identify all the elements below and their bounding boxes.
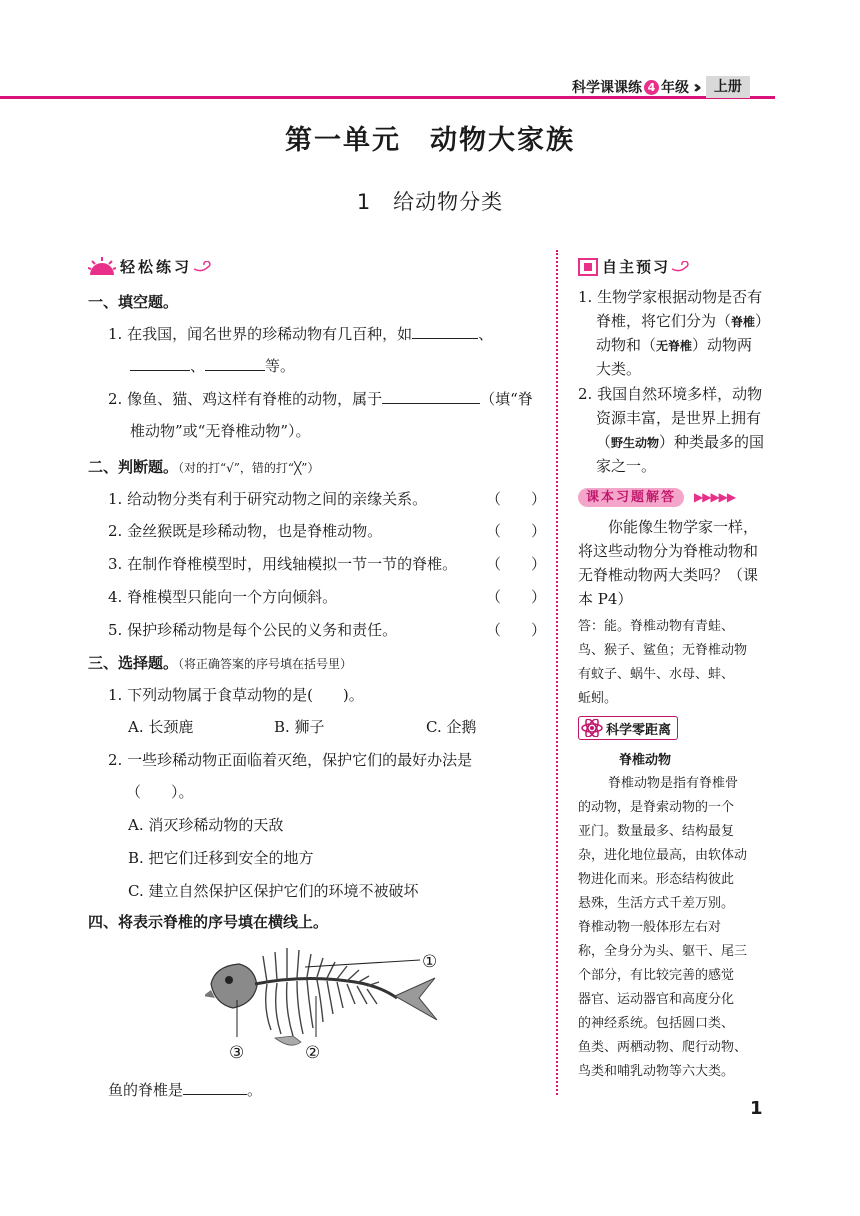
textbook-line-2: 将这些动物分为脊椎动物和 [578, 542, 759, 560]
q1-item2-hint: （填“脊 [480, 390, 533, 408]
book-name: 科学课课练 [572, 80, 642, 96]
answer-blank[interactable] [130, 356, 190, 371]
grade-label: 年级 [661, 80, 689, 96]
q1-item1-sep: 、 [478, 325, 494, 343]
q3-item2-option-a[interactable]: A. 消灭珍稀动物的天敌 [128, 816, 284, 834]
q2-note: （对的打“√”，错的打“╳”） [178, 461, 320, 475]
grade-number: 4 [644, 80, 659, 95]
practice-section-header [88, 256, 214, 277]
preview-text: ） [755, 312, 771, 330]
chevron-right-icon: ›› [693, 76, 696, 98]
q3-item1-option-b[interactable]: B. 狮子 [274, 718, 325, 736]
science-line-6: 悬殊，生活方式千差万别。 [578, 896, 735, 911]
answer-blank[interactable] [412, 324, 478, 339]
q1-item1-sep2: 、 [190, 357, 206, 375]
science-line-5: 物进化而来。形态结构彼此 [578, 872, 735, 887]
textbook-badge: 课本习题解答 [578, 488, 684, 507]
science-line-8: 称，全身分为头、躯干、尾三 [578, 944, 748, 959]
science-title: 科学零距离 [606, 722, 672, 738]
preview-text: 动物和（ [596, 336, 657, 354]
q1-item2 [108, 388, 533, 409]
answer-paren[interactable]: （ ） [486, 555, 547, 573]
answer-line-1: 答：能。脊椎动物有青蛙、 [578, 619, 735, 634]
q3-item1-option-a[interactable]: A. 长颈鹿 [128, 718, 194, 736]
preview-line-6: 资源丰富，是世界上拥有 [596, 409, 762, 427]
book-icon [578, 258, 598, 276]
q3-heading-line [88, 652, 352, 673]
preview-line-1: 1. 生物学家根据动物是否有 [578, 288, 763, 306]
preview-answer: 无脊椎 [656, 339, 693, 353]
swirl-icon [670, 261, 692, 273]
preview-line-4: 大类。 [596, 360, 642, 378]
preview-line-5: 2. 我国自然环境多样，动物 [578, 385, 763, 403]
q2-item-1: 1. 给动物分类有利于研究动物之间的亲缘关系。 [108, 490, 428, 508]
q2-item-4: 4. 脊椎模型只能向一个方向倾斜。 [108, 588, 338, 606]
preview-section-header [578, 256, 692, 277]
preview-text: 脊椎，将它们分为（ [596, 312, 732, 330]
q1-item1-cont [130, 355, 295, 376]
q1-item1 [108, 323, 493, 344]
preview-line-2 [596, 310, 770, 331]
textbook-line-4: 本 P4） [578, 590, 633, 608]
label-1: ① [422, 952, 438, 972]
q4-heading: 四、将表示脊椎的序号填在横线上。 [88, 913, 329, 931]
q2-heading-line [88, 456, 319, 477]
q3-heading: 三、选择题。 [88, 654, 179, 672]
q1-heading: 一、填空题。 [88, 293, 179, 311]
science-section-header [578, 716, 678, 740]
preview-line-3 [596, 334, 752, 355]
textbook-line-3: 无脊椎动物两大类吗？（课 [578, 566, 759, 584]
q3-item2: 2. 一些珍稀动物正面临着灭绝，保护它们的最好办法是 [108, 751, 473, 769]
science-line-11: 的神经系统。包括圆口类、 [578, 1016, 735, 1031]
answer-line-4: 蚯蚓。 [578, 691, 618, 706]
answer-paren[interactable]: （ ） [486, 621, 547, 639]
label-2: ② [305, 1043, 321, 1063]
science-subtitle: 脊椎动物 [619, 753, 672, 768]
volume-label: 上册 [706, 76, 750, 98]
science-line-7: 脊椎动物一般体形左右对 [578, 920, 722, 935]
q1-item1-text: 1. 在我国，闻名世界的珍稀动物有几百种，如 [108, 325, 413, 343]
sunrise-icon [88, 257, 116, 277]
label-3: ③ [229, 1043, 245, 1063]
atom-icon [581, 719, 603, 737]
preview-line-8: 家之一。 [596, 457, 657, 475]
q3-item1: 1. 下列动物属于食草动物的是( )。 [108, 686, 364, 704]
q2-item-5: 5. 保护珍稀动物是每个公民的义务和责任。 [108, 621, 398, 639]
q3-item2-option-c[interactable]: C. 建立自然保护区保护它们的环境不被破坏 [128, 882, 419, 900]
q1-item2-cont: 椎动物”或“无脊椎动物”）。 [130, 422, 311, 440]
column-divider [556, 250, 558, 1095]
q3-note: （将正确答案的序号填在括号里） [178, 657, 353, 671]
science-line-3: 亚门。数量最多、结构最复 [578, 824, 735, 839]
q3-item2-option-b[interactable]: B. 把它们迁移到安全的地方 [128, 849, 314, 867]
preview-text: （ [596, 433, 612, 451]
practice-title: 轻松练习 [120, 258, 193, 276]
swirl-icon [192, 261, 214, 273]
answer-paren[interactable]: （ ） [486, 588, 547, 606]
q2-heading: 二、判断题。 [88, 458, 179, 476]
science-line-13: 鸟类和哺乳动物等六大类。 [578, 1064, 735, 1079]
q4-answer-end: 。 [247, 1081, 263, 1099]
preview-answer: 脊椎 [731, 315, 756, 329]
science-line-10: 器官、运动器官和高度分化 [578, 992, 735, 1007]
answer-line-3: 有蚊子、蜗牛、水母、蚌、 [578, 667, 735, 682]
q2-item-3: 3. 在制作脊椎模型时，用线轴模拟一节一节的脊椎。 [108, 555, 458, 573]
preview-text: ）动物两 [692, 336, 753, 354]
textbook-line-1: 你能像生物学家一样， [608, 518, 759, 536]
science-line-1: 脊椎动物是指有脊椎骨 [608, 776, 739, 791]
q4-answer-text: 鱼的脊椎是 [108, 1081, 184, 1099]
science-line-12: 鱼类、两栖动物、爬行动物、 [578, 1040, 748, 1055]
q3-item1-option-c[interactable]: C. 企鹅 [426, 718, 477, 736]
lesson-title: 1 给动物分类 [356, 190, 504, 214]
q2-item-2: 2. 金丝猴既是珍稀动物，也是脊椎动物。 [108, 522, 383, 540]
preview-line-7 [596, 431, 764, 452]
q4-answer-line [108, 1079, 262, 1100]
preview-title: 自主预习 [602, 258, 671, 276]
preview-text: ）种类最多的国 [659, 433, 765, 451]
q1-item2-text: 2. 像鱼、猫、鸡这样有脊椎的动物，属于 [108, 390, 383, 408]
q3-item2-paren[interactable]: （ ）。 [126, 783, 194, 801]
answer-paren[interactable]: （ ） [486, 522, 547, 540]
q1-item1-end: 等。 [265, 357, 296, 375]
answer-blank[interactable] [382, 389, 480, 404]
preview-answer: 野生动物 [611, 436, 660, 450]
arrow-right-icon: ▶▶▶▶▶ [694, 490, 736, 504]
science-line-2: 的动物，是脊索动物的一个 [578, 800, 735, 815]
science-line-9: 个部分，有比较完善的感觉 [578, 968, 735, 983]
answer-paren[interactable]: （ ） [486, 490, 547, 508]
answer-blank[interactable] [205, 356, 265, 371]
answer-blank[interactable] [183, 1080, 247, 1095]
running-header [572, 76, 750, 98]
answer-line-2: 鸟、猴子、鲨鱼；无脊椎动物 [578, 643, 748, 658]
science-line-4: 杂，进化地位最高，由软体动 [578, 848, 748, 863]
page-number: 1 [750, 1098, 763, 1119]
unit-title: 第一单元 动物大家族 [285, 125, 575, 156]
